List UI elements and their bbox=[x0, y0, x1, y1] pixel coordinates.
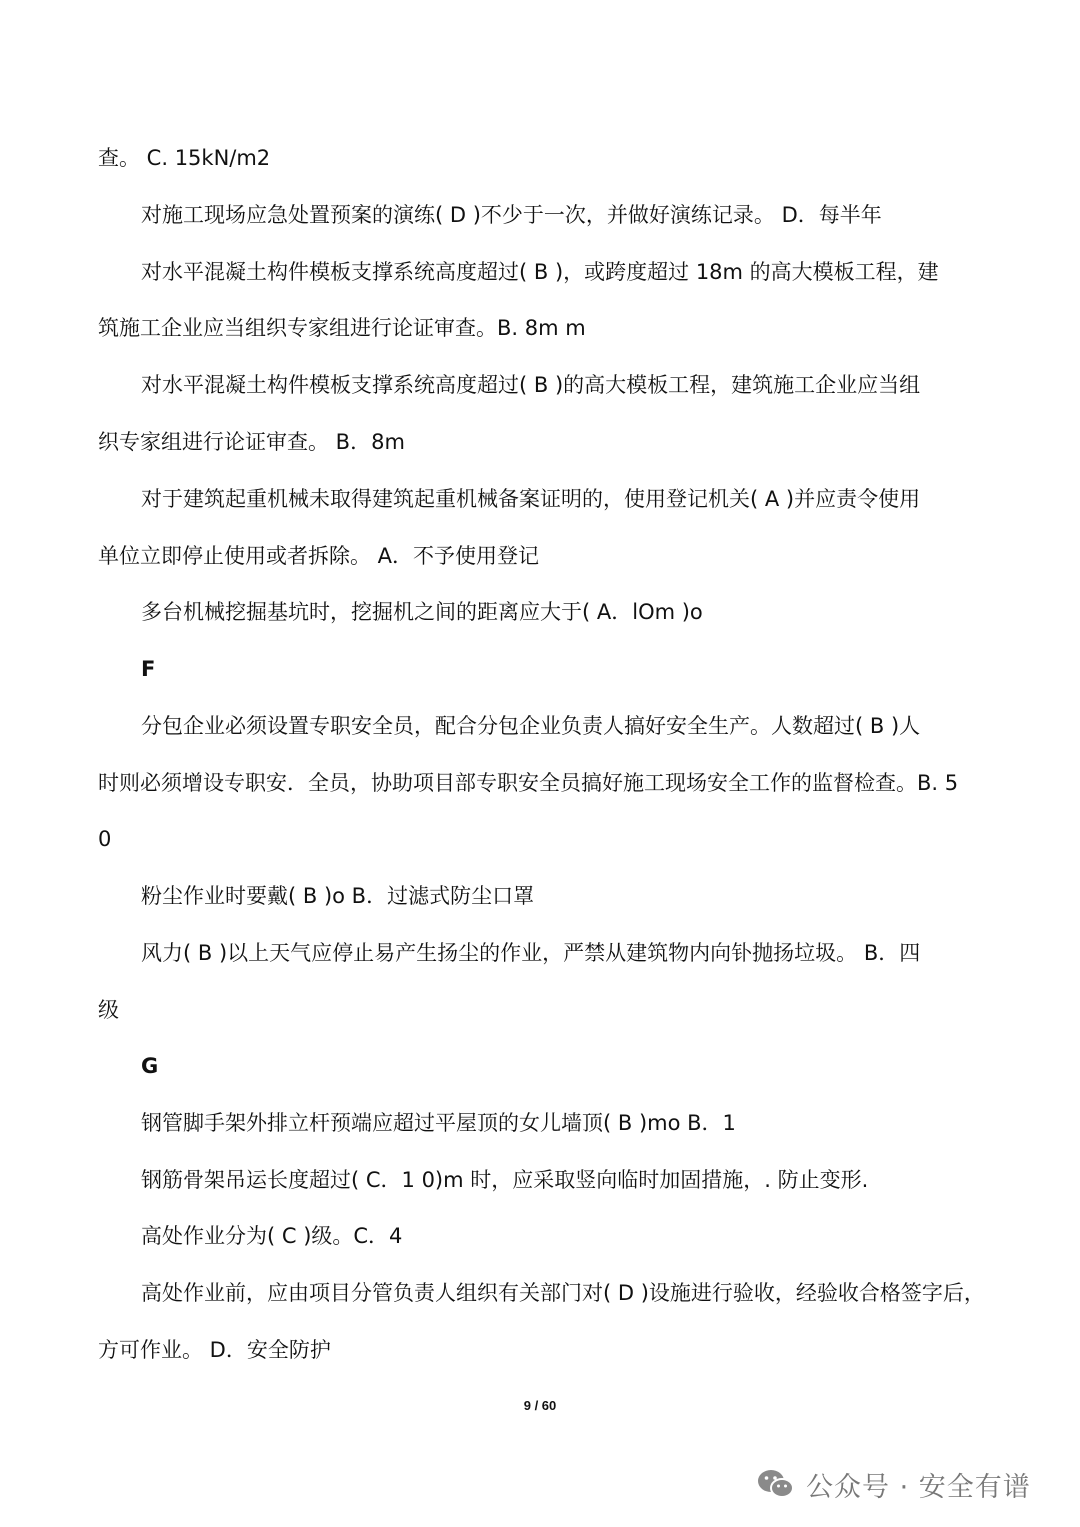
text-line: 时则必须增设专职安．全员，协助项目部专职安全员搞好施工现场安全工作的监督检查。B. 5 bbox=[98, 771, 959, 795]
text-line: 对施工现场应急处置预案的演练( D )不少于一次，并做好演练记录。 D．每半年 bbox=[141, 203, 882, 227]
text-line: 多台机械挖掘基坑时，挖掘机之间的距离应大于( A．lOm )o bbox=[141, 600, 703, 624]
text-line: 查。 C. 15kN/m2 bbox=[98, 146, 271, 170]
text-line: 高处作业分为( C )级。C．4 bbox=[141, 1224, 403, 1248]
text-line: 高处作业前，应由项目分管负责人组织有关部门对( D )设施进行验收，经验收合格签字后， bbox=[141, 1281, 985, 1305]
text-line: 0 bbox=[98, 827, 112, 851]
text-line: 织专家组进行论证审查。 B．8m bbox=[98, 430, 405, 454]
text-line: 方可作业。 D．安全防护 bbox=[98, 1338, 331, 1362]
text-line: 单位立即停止使用或者拆除。 A．不予使用登记 bbox=[98, 544, 540, 568]
text-line: 风力( B )以上天气应停止易产生扬尘的作业，严禁从建筑物内向钋抛扬垃圾。 B．四 bbox=[141, 941, 921, 965]
wechat-icon bbox=[756, 1467, 796, 1501]
text-line: 对于建筑起重机械未取得建筑起重机械备案证明的，使用登记机关( A )并应责令使用 bbox=[141, 487, 921, 511]
text-line: 对水平混凝土构件模板支撑系统高度超过( B )的高大模板工程，建筑施工企业应当组 bbox=[141, 373, 921, 397]
page-number: 9 / 60 bbox=[523, 1398, 557, 1413]
text-line: 钢筋骨架吊运长度超过( C．1 0)m 时，应采取竖向临时加固措施，. 防止变形. bbox=[141, 1168, 869, 1192]
text-line: 筑施工企业应当组织专家组进行论证审查。B. 8m m bbox=[98, 316, 586, 340]
watermark-text: 公众号 · 安全有谱 bbox=[806, 1471, 1031, 1503]
text-line: 粉尘作业时要戴( B )o B．过滤式防尘口罩 bbox=[141, 884, 535, 908]
watermark bbox=[756, 1466, 1031, 1502]
section-heading: F bbox=[141, 657, 156, 681]
text-line: 分包企业必须设置专职安全员，配合分包企业负责人搞好安全生产。人数超过( B )人 bbox=[141, 714, 921, 738]
text-line: 级 bbox=[98, 998, 119, 1022]
text-line: 对水平混凝土构件模板支撑系统高度超过( B )，或跨度超过 18m 的高大模板工程，建 bbox=[141, 260, 939, 284]
text-line: 钢管脚手架外排立杆预端应超过平屋顶的女儿墙顶( B )mo B．1 bbox=[141, 1111, 736, 1135]
section-heading: G bbox=[141, 1054, 159, 1078]
